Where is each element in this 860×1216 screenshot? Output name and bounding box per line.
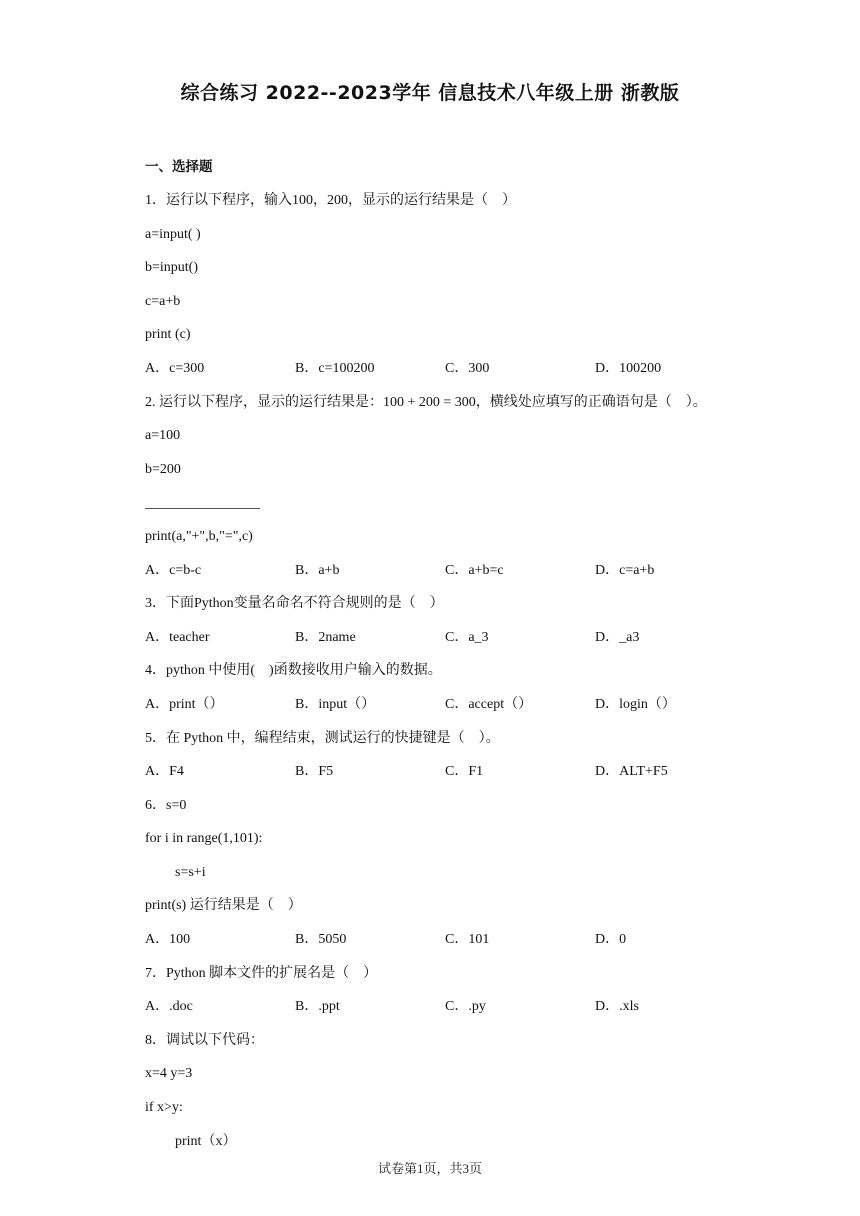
- option-c[interactable]: C．a+b=c: [445, 562, 504, 578]
- option-a[interactable]: A．c=b-c: [145, 562, 202, 578]
- option-a[interactable]: A．F4: [145, 764, 184, 780]
- option-b[interactable]: B．2name: [295, 629, 356, 645]
- option-b[interactable]: B．F5: [295, 764, 334, 780]
- code-line: if x>y:: [145, 1100, 183, 1116]
- answer-options: [145, 554, 765, 588]
- answer-options: [145, 990, 765, 1024]
- option-d[interactable]: D．ALT+F5: [595, 764, 668, 780]
- option-d[interactable]: D．.xls: [595, 999, 639, 1015]
- question-text: 7．Python 脚本文件的扩展名是（ ）: [145, 965, 378, 981]
- option-c[interactable]: C．300: [445, 360, 490, 376]
- code-line-indented: print（x）: [175, 1133, 237, 1149]
- question-4: [145, 654, 765, 721]
- option-d[interactable]: D．0: [595, 932, 627, 948]
- option-a[interactable]: A．c=300: [145, 360, 205, 376]
- answer-options: [145, 688, 765, 722]
- option-c[interactable]: C．accept（）: [445, 696, 533, 712]
- question-1: [145, 184, 765, 386]
- question-7: [145, 957, 765, 1024]
- code-line: for i in range(1,101):: [145, 831, 263, 847]
- question-text: 4．python 中使用( )函数接收用户输入的数据。: [145, 663, 442, 679]
- option-c[interactable]: C．.py: [445, 999, 486, 1015]
- option-a[interactable]: A．teacher: [145, 629, 210, 645]
- code-line: a=input( ): [145, 226, 201, 242]
- document-title: 综合练习 2022--2023学年 信息技术八年级上册 浙教版: [180, 82, 680, 104]
- question-8: [145, 1024, 765, 1158]
- option-c[interactable]: C．a_3: [445, 629, 489, 645]
- code-line: print (c): [145, 327, 191, 343]
- answer-options: [145, 621, 765, 655]
- answer-options: [145, 923, 765, 957]
- blank-underline: [145, 508, 260, 509]
- option-b[interactable]: B．input（）: [295, 696, 376, 712]
- question-text: 2. 运行以下程序，显示的运行结果是：100 + 200 = 300，横线处应填写的正确语句是（ ）。: [145, 394, 707, 410]
- option-a[interactable]: A．100: [145, 932, 191, 948]
- answer-options: [145, 352, 765, 386]
- question-3: [145, 587, 765, 654]
- question-text: 1．运行以下程序，输入100，200，显示的运行结果是（ ）: [145, 193, 516, 208]
- question-text: 5．在 Python 中，编程结束，测试运行的快捷键是（ ）。: [145, 730, 500, 746]
- option-d[interactable]: D．login（）: [595, 696, 676, 712]
- fill-in-blank: [145, 486, 765, 520]
- option-b[interactable]: B．.ppt: [295, 999, 340, 1015]
- question-2: [145, 386, 765, 588]
- code-line: x=4 y=3: [145, 1066, 193, 1082]
- document-body: [145, 150, 765, 1158]
- option-b[interactable]: B．c=100200: [295, 360, 375, 376]
- option-b[interactable]: B．a+b: [295, 562, 340, 578]
- code-line: print(a,"+",b,"=",c): [145, 528, 253, 544]
- section-heading: 一、选择题: [145, 159, 213, 175]
- option-d[interactable]: D．100200: [595, 360, 662, 376]
- code-line: b=200: [145, 461, 181, 477]
- code-line: c=a+b: [145, 293, 181, 309]
- option-b[interactable]: B．5050: [295, 932, 347, 948]
- option-d[interactable]: D．c=a+b: [595, 562, 655, 578]
- code-line: b=input(): [145, 260, 198, 276]
- question-text: 6．s=0: [145, 797, 187, 813]
- code-line: print(s) 运行结果是（ ）: [145, 898, 302, 914]
- option-a[interactable]: A．print（）: [145, 696, 224, 712]
- option-c[interactable]: C．101: [445, 932, 490, 948]
- code-line: a=100: [145, 428, 181, 444]
- option-a[interactable]: A．.doc: [145, 999, 193, 1015]
- page-footer: 试卷第1页，共3页: [377, 1161, 482, 1176]
- code-line-indented: s=s+i: [175, 864, 206, 880]
- question-6: [145, 789, 765, 957]
- question-text: 3．下面Python变量名命名不符合规则的是（ ）: [145, 596, 444, 612]
- question-5: [145, 722, 765, 789]
- answer-options: [145, 755, 765, 789]
- option-d[interactable]: D．_a3: [595, 629, 640, 645]
- question-text: 8．调试以下代码：: [145, 1032, 264, 1048]
- option-c[interactable]: C．F1: [445, 764, 484, 780]
